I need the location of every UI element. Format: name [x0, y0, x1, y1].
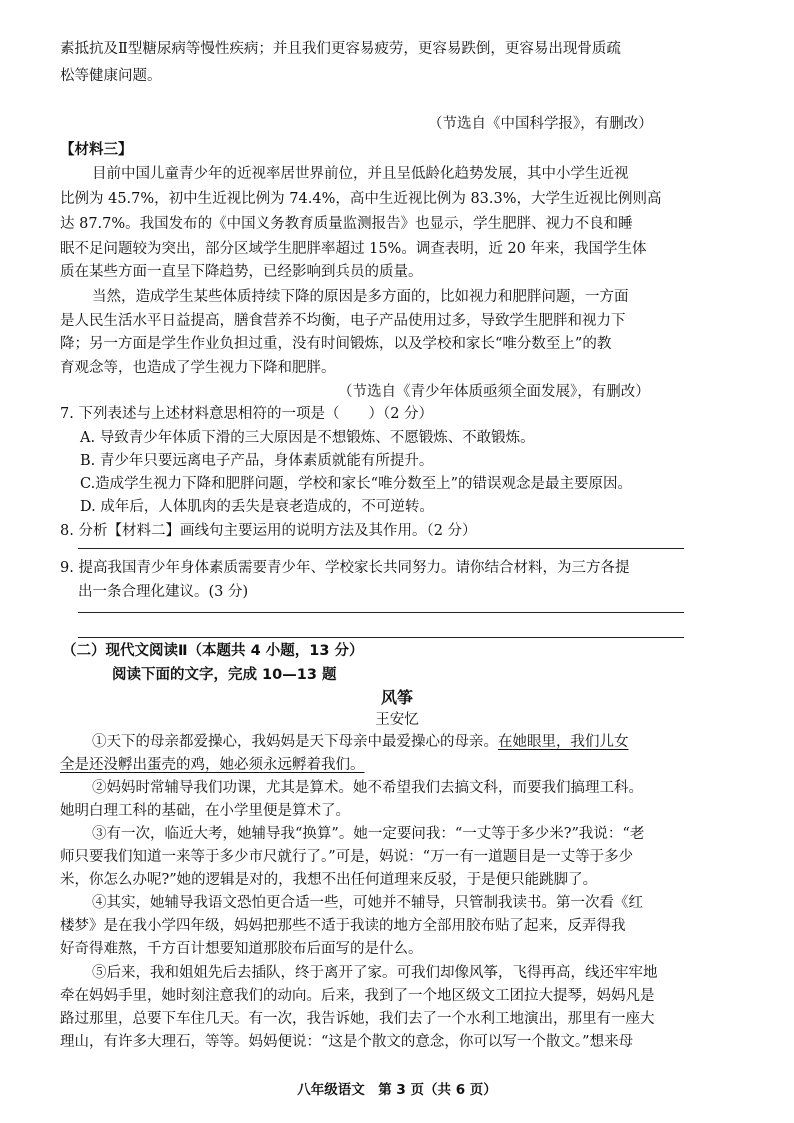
material3-line: 是人民生活水平日益提高，膳食营养不均衡，电子产品使用过多，导致学生肥胖和视力下: [60, 313, 626, 329]
answer-line: [78, 548, 684, 549]
material3-line: 目前中国儿童青少年的近视率居世界前位，并且呈低龄化趋势发展，其中小学生近视: [92, 166, 629, 182]
answer-line: [78, 612, 684, 613]
material3-line: 比例为 45.7%，初中生近视比例为 74.4%，高中生近视比例为 83.3%，大学生近视比例则高: [60, 191, 662, 207]
underlined-sentence: 在她眼里，我们儿女: [498, 734, 629, 750]
question-8-stem: 8. 分析【材料二】画线句主要运用的说明方法及其作用。（2 分）: [60, 523, 477, 539]
story-author: 王安忆: [375, 712, 419, 728]
material2-line: 松等健康问题。: [60, 68, 162, 84]
answer-line: [78, 637, 684, 638]
story-paragraph-5-line: 理山，有许多大理石，等等。妈妈便说：“这是个散文的意念，你可以写一个散文。”想来母: [60, 1034, 634, 1050]
question-7-stem: 7. 下列表述与上述材料意思相符的一项是（ ）（2 分）: [60, 406, 434, 422]
story-paragraph-5-line: 路过那里，总要下车住几天。有一次，我告诉她，我们去了一个水利工地演出，那里有一座大: [60, 1011, 655, 1027]
story-paragraph-4-line: ④其实，她辅导我语文恐怕更合适一些，可她并不辅导，只管制我读书。第一次看《红: [92, 895, 643, 911]
question-7-option-c: C.造成学生视力下降和肥胖问题，学校和家长“唯分数至上”的错误观念是最主要原因。: [80, 476, 633, 492]
story-title: 风筝: [380, 688, 413, 707]
material3-heading: 【材料三】: [60, 142, 133, 158]
underlined-sentence: 全是还没孵出蛋壳的鸡，她必须永远孵着我们。: [60, 757, 365, 773]
story-paragraph-3-line: 师只要我们知道一来等于多少市尺就行了。”可是，妈说：“万一有一道题目是一丈等于多少: [60, 849, 634, 865]
material3-source: （节选自《青少年体质亟须全面发展》，有删改）: [338, 384, 650, 400]
story-paragraph-3-line: 米，你怎么办呢?”她的逻辑是对的，我想不出任何道理来反驳，于是便只能跳脚了。: [60, 872, 598, 888]
page-footer: 八年级语文 第 3 页（共 6 页）: [297, 1082, 497, 1098]
story-paragraph-3-line: ③有一次，临近大考，她辅导我“换算”。她一定要问我：“一丈等于多少米?”我说：“老: [92, 826, 645, 842]
material3-line: 降；另一方面是学生作业负担过重，没有时间锻炼，以及学校和家长“唯分数至上”的教: [60, 336, 612, 352]
story-paragraph-1-line: [92, 732, 629, 752]
material3-line: 眠不足问题较为突出，部分区域学生肥胖率超过 15%。调查表明，近 20 年来，我国学生体: [60, 241, 647, 257]
section-instruction: 阅读下面的文字，完成 10—13 题: [112, 667, 337, 683]
story-paragraph-5-line: ⑤后来，我和姐姐先后去插队，终于离开了家。可我们却像风筝，飞得再高，线还牢牢地: [92, 965, 658, 981]
question-9-line: 9. 提高我国青少年身体素质需要青少年、学校家长共同努力。请你结合材料，为三方各提: [60, 560, 630, 576]
story-text: ①天下的母亲都爱操心，我妈妈是天下母亲中最爱操心的母亲。: [92, 734, 498, 750]
question-7-option-d: D. 成年后，人体肌肉的丢失是衰老造成的，不可逆转。: [80, 499, 434, 515]
material2-source: （节选自《中国科学报》，有删改）: [428, 116, 653, 132]
material3-line: 达 87.7%。我国发布的《中国义务教育质量监测报告》也显示，学生肥胖、视力不良和睡: [60, 216, 633, 232]
story-paragraph-5-line: 牵在妈妈手里，她时刻注意我们的动向。后来，我到了一个地区级文工团拉大提琴，妈妈凡是: [60, 988, 655, 1004]
material3-line: 育观念等，也造成了学生视力下降和肥胖。: [60, 360, 336, 376]
story-paragraph-2-line: ②妈妈时常辅导我们功课，尤其是算术。她不希望我们去搞文科，而要我们搞理工科。: [92, 780, 643, 796]
section-heading: （二）现代文阅读Ⅱ（本题共 4 小题，13 分）: [62, 643, 364, 659]
material2-line: 素抵抗及Ⅱ型糖尿病等慢性疾病；并且我们更容易疲劳，更容易跌倒，更容易出现骨质疏: [60, 41, 621, 57]
story-paragraph-4-line: 楼梦》是在我小学四年级，妈妈把那些不适于我读的地方全部用胶布贴了起来，反弄得我: [60, 918, 626, 934]
question-9-line: 出一条合理化建议。(3 分): [78, 584, 249, 600]
story-paragraph-4-line: 好奇得难熬，千方百计想要知道那胶布后面写的是什么。: [60, 941, 423, 957]
material3-line: 质在某些方面一直呈下降趋势，已经影响到兵员的质量。: [60, 264, 423, 280]
question-7-option-a: A. 导致青少年体质下滑的三大原因是不想锻炼、不愿锻炼、不敢锻炼。: [80, 430, 535, 446]
question-7-option-b: B. 青少年只要远离电子产品，身体素质就能有所提升。: [80, 453, 434, 469]
story-paragraph-2-line: 她明白理工科的基础，在小学里便是算术了。: [60, 803, 350, 819]
material3-line: 当然，造成学生某些体质持续下降的原因是多方面的，比如视力和肥胖问题，一方面: [92, 289, 629, 305]
